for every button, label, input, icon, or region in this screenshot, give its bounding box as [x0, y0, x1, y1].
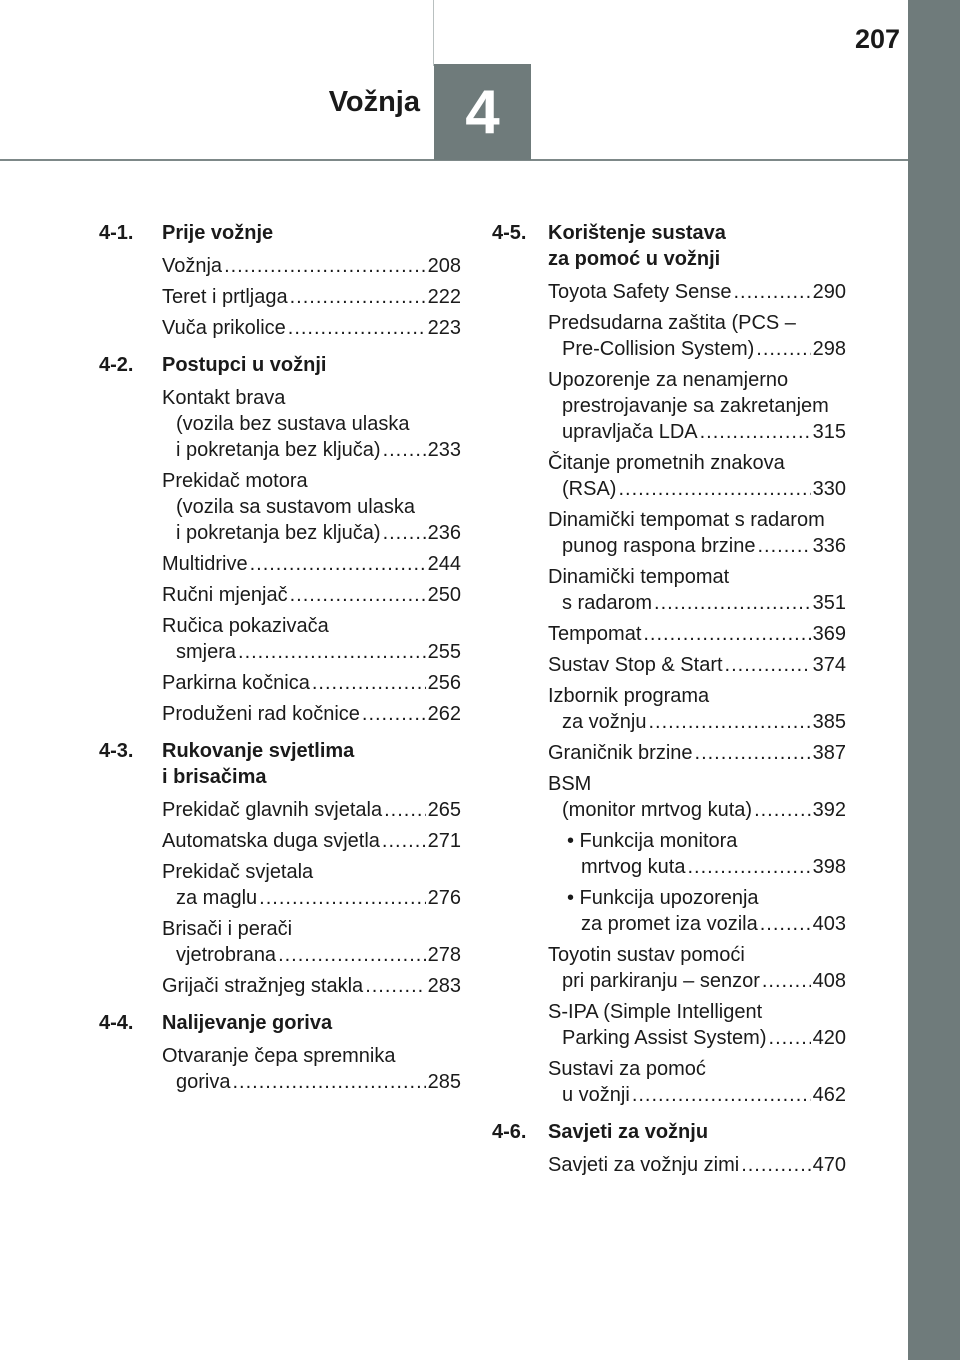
entry-title-start: • Funkcija monitora [567, 830, 738, 852]
entry-last-line [162, 942, 461, 968]
toc-entry [548, 450, 846, 502]
dot-leader [312, 670, 426, 696]
entry-page-number: 385 [812, 711, 846, 733]
entry-title: Automatska duga svjetla [162, 830, 380, 852]
entry-page-number: 222 [427, 286, 461, 308]
dot-leader [278, 942, 426, 968]
toc-entry [162, 973, 461, 999]
entry-title-start: Sustavi za pomoć [548, 1058, 706, 1080]
section-number: 4-6. [492, 1121, 527, 1143]
entry-title-start: Čitanje prometnih znakova [548, 452, 785, 474]
entry-last-line [162, 797, 461, 823]
dot-leader [383, 437, 426, 463]
section-title: Korištenje sustava za pomoć u vožnji [548, 222, 726, 270]
entry-page-number: 250 [427, 584, 461, 606]
entry-title: Tempomat [548, 623, 642, 645]
entry-page-number: 392 [812, 799, 846, 821]
entry-title: za promet iza vozila [581, 913, 758, 935]
toc-section-heading [99, 220, 461, 246]
header-vertical-rule [433, 0, 434, 66]
entry-title: Vožnja [162, 255, 223, 277]
entry-last-line [548, 1082, 846, 1108]
entry-last-line [162, 885, 461, 911]
dot-leader [238, 639, 426, 665]
entry-page-number: 387 [812, 742, 846, 764]
entry-title: punog raspona brzine [562, 535, 756, 557]
entry-page-number: 420 [812, 1027, 846, 1049]
dot-leader [756, 336, 810, 362]
entry-last-line [162, 670, 461, 696]
toc-entry [548, 683, 846, 735]
entry-page-number: 208 [427, 255, 461, 277]
entry-last-line [162, 253, 461, 279]
toc-entry [162, 670, 461, 696]
entry-page-number: 369 [812, 623, 846, 645]
dot-leader [632, 1082, 811, 1108]
toc-entry [162, 701, 461, 727]
entry-last-line [548, 476, 846, 502]
entry-page-number: 244 [427, 553, 461, 575]
chapter-title: Vožnja [328, 86, 420, 118]
toc-entry [162, 859, 461, 911]
toc-entry [548, 1152, 846, 1178]
toc-entry [567, 828, 846, 880]
entry-title-start: BSM [548, 773, 592, 795]
dot-leader [762, 968, 811, 994]
entry-title: Parkirna kočnica [162, 672, 310, 694]
entry-title: Pre-Collision System) [562, 338, 755, 360]
entry-page-number: 233 [427, 439, 461, 461]
dot-leader [769, 1025, 811, 1051]
entry-page-number: 398 [812, 856, 846, 878]
entry-last-line [162, 582, 461, 608]
entry-title: goriva [176, 1071, 231, 1093]
entry-title: Produženi rad kočnice [162, 703, 360, 725]
entry-last-line [162, 437, 461, 463]
toc-entry [162, 582, 461, 608]
entry-title: Savjeti za vožnju zimi [548, 1154, 740, 1176]
dot-leader [733, 279, 810, 305]
dot-leader [725, 652, 811, 678]
entry-title: smjera [176, 641, 237, 663]
chapter-side-tab [908, 0, 960, 1360]
entry-title: u vožnji [562, 1084, 630, 1106]
dot-leader [687, 854, 810, 880]
entry-title: za vožnju [562, 711, 647, 733]
dot-leader [760, 911, 811, 937]
entry-page-number: 265 [427, 799, 461, 821]
toc-section-heading [492, 1119, 846, 1145]
entry-page-number: 470 [812, 1154, 846, 1176]
toc-entry [548, 621, 846, 647]
entry-title-start: • Funkcija upozorenja [567, 887, 759, 909]
toc-entry [162, 1043, 461, 1095]
dot-leader [288, 315, 426, 341]
entry-page-number: 403 [812, 913, 846, 935]
toc-entry [162, 916, 461, 968]
entry-title: upravljača LDA [562, 421, 698, 443]
toc-entry [548, 771, 846, 823]
section-title: Prije vožnje [162, 222, 274, 244]
entry-title: Parking Assist System) [562, 1027, 767, 1049]
dot-leader [649, 709, 811, 735]
toc-entry [162, 613, 461, 665]
entry-last-line [548, 1025, 846, 1051]
entry-last-line [548, 533, 846, 559]
toc-entry [162, 828, 461, 854]
toc-entry [548, 1056, 846, 1108]
entry-page-number: 283 [427, 975, 461, 997]
entry-last-line [162, 284, 461, 310]
dot-leader [654, 590, 811, 616]
entry-last-line [162, 551, 461, 577]
entry-page-number: 330 [812, 478, 846, 500]
dot-leader [290, 582, 426, 608]
entry-title-start: Kontakt brava (vozila bez sustava ulaska [162, 387, 410, 435]
section-title: Nalijevanje goriva [162, 1012, 333, 1034]
dot-leader [362, 701, 426, 727]
toc-entry [567, 885, 846, 937]
entry-page-number: 262 [427, 703, 461, 725]
toc-section-heading [492, 220, 846, 272]
dot-leader [618, 476, 810, 502]
entry-last-line [548, 1152, 846, 1178]
entry-last-line [548, 797, 846, 823]
toc-entry [548, 507, 846, 559]
dot-leader [700, 419, 811, 445]
entry-title-start: Otvaranje čepa spremnika [162, 1045, 396, 1067]
toc-entry [162, 551, 461, 577]
entry-page-number: 290 [812, 281, 846, 303]
entry-title: i pokretanja bez ključa) [176, 522, 381, 544]
entry-last-line [548, 621, 846, 647]
entry-title: za maglu [176, 887, 258, 909]
section-number: 4-4. [99, 1012, 134, 1034]
entry-page-number: 298 [812, 338, 846, 360]
toc-entry [162, 385, 461, 463]
dot-leader [224, 253, 426, 279]
toc-entry [548, 564, 846, 616]
entry-page-number: 271 [427, 830, 461, 852]
dot-leader [365, 973, 425, 999]
entry-title-start: Ručica pokazivača [162, 615, 329, 637]
entry-last-line [548, 336, 846, 362]
section-title: Postupci u vožnji [162, 354, 327, 376]
toc-entry [162, 284, 461, 310]
dot-leader [259, 885, 425, 911]
dot-leader [290, 284, 426, 310]
entry-title-start: Izbornik programa [548, 685, 710, 707]
toc-column-left [99, 220, 461, 1095]
page-number: 207 [854, 24, 900, 54]
section-number: 4-2. [99, 354, 134, 376]
toc-entry [548, 652, 846, 678]
entry-last-line [162, 315, 461, 341]
toc-entry [548, 740, 846, 766]
dot-leader [384, 797, 426, 823]
dot-leader [741, 1152, 810, 1178]
entry-page-number: 256 [427, 672, 461, 694]
toc-entry [548, 942, 846, 994]
entry-page-number: 462 [812, 1084, 846, 1106]
section-title: Rukovanje svjetlima i brisačima [162, 740, 355, 788]
entry-title: Multidrive [162, 553, 248, 575]
toc-section-heading [99, 1010, 461, 1036]
chapter-number-box: 4 [434, 64, 531, 160]
entry-page-number: 351 [812, 592, 846, 614]
entry-title-start: Predsudarna zaštita (PCS – [548, 312, 796, 334]
toc-column-right [492, 220, 846, 1178]
entry-title: vjetrobrana [176, 944, 277, 966]
entry-title-start: Prekidač svjetala [162, 861, 314, 883]
entry-last-line [548, 709, 846, 735]
entry-title: Toyota Safety Sense [548, 281, 732, 303]
entry-title: (RSA) [562, 478, 617, 500]
toc-entry [162, 797, 461, 823]
entry-last-line [162, 1069, 461, 1095]
entry-title-start: Dinamički tempomat s radarom [548, 509, 825, 531]
entry-title: i pokretanja bez ključa) [176, 439, 381, 461]
entry-title-start: Prekidač motora (vozila sa sustavom ulaska [162, 470, 415, 518]
dot-leader [250, 551, 426, 577]
entry-page-number: 374 [812, 654, 846, 676]
entry-page-number: 223 [427, 317, 461, 339]
entry-last-line [162, 973, 461, 999]
section-number: 4-1. [99, 222, 134, 244]
entry-title: Grijači stražnjeg stakla [162, 975, 364, 997]
entry-title: Sustav Stop & Start [548, 654, 723, 676]
toc-entry [548, 279, 846, 305]
dot-leader [754, 797, 811, 823]
section-title: Savjeti za vožnju [548, 1121, 709, 1143]
entry-page-number: 408 [812, 970, 846, 992]
entry-last-line [548, 652, 846, 678]
entry-page-number: 336 [812, 535, 846, 557]
entry-title: s radarom [562, 592, 653, 614]
entry-title-start: S-IPA (Simple Intelligent [548, 1001, 763, 1023]
entry-last-line [162, 639, 461, 665]
entry-page-number: 236 [427, 522, 461, 544]
toc-entry [162, 468, 461, 546]
section-number: 4-5. [492, 222, 527, 244]
entry-title: Teret i prtljaga [162, 286, 288, 308]
entry-last-line [548, 740, 846, 766]
entry-page-number: 285 [427, 1071, 461, 1093]
entry-last-line [548, 968, 846, 994]
entry-title: Vuča prikolice [162, 317, 286, 339]
dot-leader [643, 621, 810, 647]
dot-leader [382, 828, 426, 854]
entry-title-start: Toyotin sustav pomoći [548, 944, 745, 966]
entry-last-line [162, 701, 461, 727]
dot-leader [695, 740, 811, 766]
entry-last-line [548, 279, 846, 305]
entry-last-line [162, 828, 461, 854]
entry-title: Prekidač glavnih svjetala [162, 799, 383, 821]
dot-leader [232, 1069, 425, 1095]
entry-page-number: 315 [812, 421, 846, 443]
toc-section-heading [99, 352, 461, 378]
entry-title: mrtvog kuta [581, 856, 686, 878]
toc-section-heading [99, 738, 461, 790]
entry-last-line [548, 419, 846, 445]
entry-title: Graničnik brzine [548, 742, 693, 764]
toc-entry [548, 367, 846, 445]
entry-page-number: 276 [427, 887, 461, 909]
entry-title: (monitor mrtvog kuta) [562, 799, 753, 821]
entry-title-start: Upozorenje za nenamjerno prestrojavanje sa zakretanjem [548, 369, 829, 417]
entry-page-number: 278 [427, 944, 461, 966]
entry-title: Ručni mjenjač [162, 584, 288, 606]
entry-title-start: Dinamički tempomat [548, 566, 730, 588]
dot-leader [757, 533, 810, 559]
entry-page-number: 255 [427, 641, 461, 663]
entry-last-line [567, 854, 846, 880]
toc-entry [162, 253, 461, 279]
toc-entry [162, 315, 461, 341]
toc-entry [548, 310, 846, 362]
entry-title-start: Brisači i perači [162, 918, 293, 940]
entry-last-line [567, 911, 846, 937]
toc-entry [548, 999, 846, 1051]
entry-last-line [162, 520, 461, 546]
section-number: 4-3. [99, 740, 134, 762]
dot-leader [383, 520, 426, 546]
entry-title: pri parkiranju – senzor [562, 970, 760, 992]
entry-last-line [548, 590, 846, 616]
